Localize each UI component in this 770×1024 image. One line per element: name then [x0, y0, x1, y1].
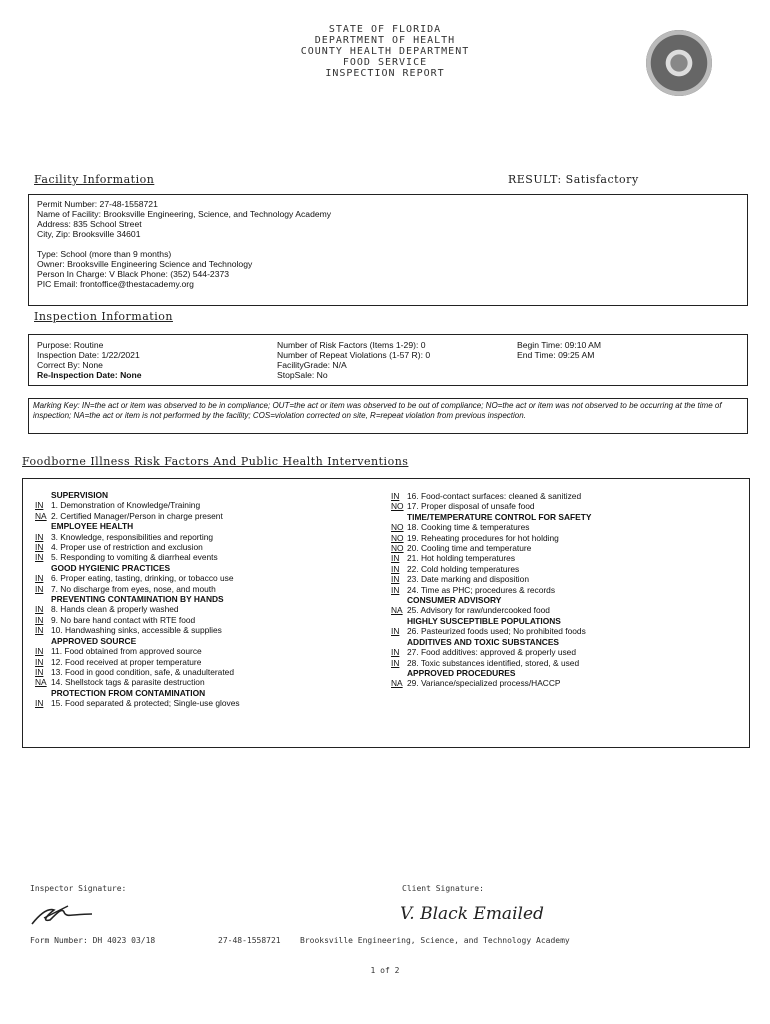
foodborne-item [35, 677, 240, 687]
compliance-status: IN [35, 625, 44, 636]
foodborne-item [391, 658, 591, 668]
compliance-status: NO [391, 522, 404, 533]
header-line: COUNTY HEALTH DEPARTMENT [300, 46, 470, 57]
item-text: 24. Time as PHC; procedures & records [407, 584, 556, 595]
compliance-status: IN [35, 573, 44, 584]
foodborne-category: EMPLOYEE HEALTH [51, 521, 134, 532]
foodborne-item [35, 532, 240, 542]
compliance-status: NO [391, 501, 404, 512]
foodborne-item [391, 668, 591, 678]
foodborne-item [35, 542, 240, 552]
compliance-status: IN [35, 583, 44, 594]
item-text: 19. Reheating procedures for hot holding [407, 532, 559, 543]
item-text: 14. Shellstock tags & parasite destruction [51, 677, 205, 688]
item-text: 6. Proper eating, tasting, drinking, or tobacco use [51, 573, 234, 584]
foodborne-category: PROTECTION FROM CONTAMINATION [51, 687, 206, 698]
foodborne-category: CONSUMER ADVISORY [407, 595, 502, 606]
compliance-status: IN [35, 531, 44, 542]
compliance-status: IN [35, 552, 44, 563]
facility-line: Owner: Brooksville Engineering Science and Technology [37, 259, 253, 269]
state-seal-icon [646, 30, 712, 96]
header-line: STATE OF FLORIDA [328, 24, 442, 35]
compliance-status: NA [391, 605, 403, 616]
facility-section-title: Facility Information [34, 173, 155, 186]
foodborne-item [35, 625, 240, 635]
facility-line [37, 239, 331, 249]
inspection-line: Begin Time: 09:10 AM [517, 340, 602, 350]
item-text: 10. Handwashing sinks, accessible & supplies [51, 625, 222, 636]
inspection-line: End Time: 09:25 AM [517, 350, 595, 360]
foodborne-item [391, 637, 591, 647]
item-text: 7. No discharge from eyes, nose, and mouth [51, 583, 216, 594]
foodborne-item [35, 573, 240, 583]
foodborne-item [35, 500, 240, 510]
facility-box [28, 194, 748, 306]
facility-line: City, Zip: Brooksville 34601 [37, 229, 141, 239]
foodborne-right-column [391, 491, 591, 689]
footer-facility: Brooksville Engineering, Science, and Technology Academy [300, 936, 570, 945]
foodborne-box [22, 478, 750, 748]
foodborne-item [35, 594, 240, 604]
marking-key-box [28, 398, 748, 434]
item-text: 4. Proper use of restriction and exclusion [51, 542, 203, 553]
item-text: 2. Certified Manager/Person in charge present [51, 510, 223, 521]
foodborne-category: PREVENTING CONTAMINATION BY HANDS [51, 594, 224, 605]
foodborne-item [391, 605, 591, 615]
item-text: 20. Cooling time and temperature [407, 543, 532, 554]
item-text: 26. Pasteurized foods used; No prohibited foods [407, 626, 586, 637]
foodborne-item [35, 615, 240, 625]
compliance-status: IN [391, 657, 400, 668]
compliance-status: IN [35, 656, 44, 667]
item-text: 8. Hands clean & properly washed [51, 604, 179, 615]
inspector-signature-label: Inspector Signature: [30, 884, 127, 893]
compliance-status: IN [35, 604, 44, 615]
item-text: 1. Demonstration of Knowledge/Training [51, 500, 201, 511]
item-text: 11. Food obtained from approved source [51, 646, 202, 657]
inspection-col-counts [277, 340, 430, 380]
foodborne-item [391, 543, 591, 553]
foodborne-item [35, 563, 240, 573]
compliance-status: NA [35, 510, 47, 521]
result-status: RESULT: Satisfactory [508, 173, 639, 186]
facility-line: PIC Email: frontoffice@thestacademy.org [37, 279, 194, 289]
compliance-status: NO [391, 543, 404, 554]
foodborne-category: HIGHLY SUSCEPTIBLE POPULATIONS [407, 615, 561, 626]
item-text: 12. Food received at proper temperature [51, 656, 202, 667]
compliance-status: IN [391, 626, 400, 637]
header-line: INSPECTION REPORT [325, 68, 445, 79]
header-line: FOOD SERVICE [342, 57, 428, 68]
compliance-status: NO [391, 532, 404, 543]
facility-line: Permit Number: 27-48-1558721 [37, 199, 158, 209]
facility-line: Address: 835 School Street [37, 219, 142, 229]
inspection-line: Purpose: Routine [37, 340, 104, 350]
item-text: 25. Advisory for raw/undercooked food [407, 605, 550, 616]
foodborne-item [391, 564, 591, 574]
foodborne-item [35, 521, 240, 531]
foodborne-category: APPROVED SOURCE [51, 635, 137, 646]
foodborne-category: SUPERVISION [51, 490, 109, 500]
foodborne-item [35, 636, 240, 646]
item-text: 13. Food in good condition, safe, & unadulterated [51, 666, 234, 677]
facility-line: Name of Facility: Brooksville Engineering, Science, and Technology Academy [37, 209, 332, 219]
compliance-status: IN [35, 542, 44, 553]
foodborne-section-title: Foodborne Illness Risk Factors And Public Health Interventions [22, 455, 409, 468]
foodborne-item [391, 595, 591, 605]
inspection-line: Correct By: None [37, 360, 103, 370]
inspection-line: StopSale: No [277, 370, 328, 380]
compliance-status: IN [391, 563, 400, 574]
compliance-status: NA [35, 677, 47, 688]
item-text: 22. Cold holding temperatures [407, 563, 520, 574]
facility-details [37, 199, 331, 289]
compliance-status: IN [391, 553, 400, 564]
inspector-signature-icon [28, 900, 98, 930]
foodborne-item [391, 501, 591, 511]
compliance-status: IN [35, 666, 44, 677]
foodborne-item [35, 698, 240, 708]
inspection-line: FacilityGrade: N/A [277, 360, 347, 370]
facility-line: Person In Charge: V Black Phone: (352) 544-2373 [37, 269, 230, 279]
compliance-status: NA [391, 678, 403, 689]
item-text: 28. Toxic substances identified, stored, & used [407, 657, 580, 668]
compliance-status: IN [391, 647, 400, 658]
foodborne-item [35, 646, 240, 656]
foodborne-item [35, 604, 240, 614]
compliance-status: IN [35, 698, 44, 709]
item-text: 9. No bare hand contact with RTE food [51, 614, 196, 625]
footer-permit: 27-48-1558721 [218, 936, 281, 945]
marking-key-text: Marking Key: IN=the act or item was observed to be in compliance; OUT=the act or item was observed to be out of compliance; NO=the act or item was not observed to be occurring at the time of inspection; NA=the act or item is not performed by the facility; COS=violation corrected on site, R=repeat violation from previous inspection. [33, 401, 722, 420]
facility-line: Type: School (more than 9 months) [37, 249, 172, 259]
foodborne-category: TIME/TEMPERATURE CONTROL FOR SAFETY [407, 511, 592, 522]
foodborne-item [35, 688, 240, 698]
foodborne-item [35, 552, 240, 562]
foodborne-category: GOOD HYGIENIC PRACTICES [51, 562, 171, 573]
foodborne-item [391, 553, 591, 563]
inspection-line: Number of Risk Factors (Items 1-29): 0 [277, 340, 426, 350]
foodborne-item [35, 667, 240, 677]
item-text: 21. Hot holding temperatures [407, 553, 516, 564]
compliance-status: IN [35, 614, 44, 625]
inspection-col-purpose [37, 340, 142, 380]
item-text: 16. Food-contact surfaces: cleaned & sanitized [407, 491, 582, 501]
client-signature-text: V. Black Emailed [400, 904, 544, 924]
foodborne-item [35, 584, 240, 594]
item-text: 5. Responding to vomiting & diarrheal events [51, 552, 218, 563]
compliance-status: IN [391, 491, 400, 501]
foodborne-item [35, 657, 240, 667]
foodborne-item [391, 585, 591, 595]
item-text: 17. Proper disposal of unsafe food [407, 501, 535, 512]
foodborne-left-column [35, 490, 240, 709]
foodborne-category: APPROVED PROCEDURES [407, 667, 516, 678]
compliance-status: IN [391, 574, 400, 585]
foodborne-item [391, 512, 591, 522]
foodborne-category: ADDITIVES AND TOXIC SUBSTANCES [407, 636, 560, 647]
item-text: 18. Cooking time & temperatures [407, 522, 530, 533]
item-text: 3. Knowledge, responsibilities and reporting [51, 531, 214, 542]
foodborne-item [35, 511, 240, 521]
compliance-status: IN [35, 646, 44, 657]
foodborne-item [391, 574, 591, 584]
foodborne-item [391, 626, 591, 636]
inspection-line: Re-Inspection Date: None [37, 370, 142, 380]
item-text: 23. Date marking and disposition [407, 574, 529, 585]
inspection-line: Number of Repeat Violations (1-57 R): 0 [277, 350, 431, 360]
foodborne-item [391, 678, 591, 688]
header-line: DEPARTMENT OF HEALTH [314, 35, 456, 46]
inspection-line: Inspection Date: 1/22/2021 [37, 350, 140, 360]
compliance-status: IN [391, 584, 400, 595]
inspection-col-times [517, 340, 601, 360]
item-text: 27. Food additives: approved & properly used [407, 647, 577, 658]
inspection-section-title: Inspection Information [34, 310, 173, 323]
form-number: Form Number: DH 4023 03/18 [30, 936, 156, 945]
item-text: 29. Variance/specialized process/HACCP [407, 678, 561, 689]
foodborne-item [391, 522, 591, 532]
foodborne-item [391, 616, 591, 626]
compliance-status: IN [35, 500, 44, 511]
client-signature-label: Client Signature: [402, 884, 484, 893]
foodborne-item [35, 490, 240, 500]
item-text: 15. Food separated & protected; Single-use gloves [51, 698, 240, 709]
foodborne-item [391, 533, 591, 543]
inspection-box [28, 334, 748, 386]
foodborne-item [391, 647, 591, 657]
page-number: 1 of 2 [370, 966, 400, 975]
foodborne-item [391, 491, 591, 501]
